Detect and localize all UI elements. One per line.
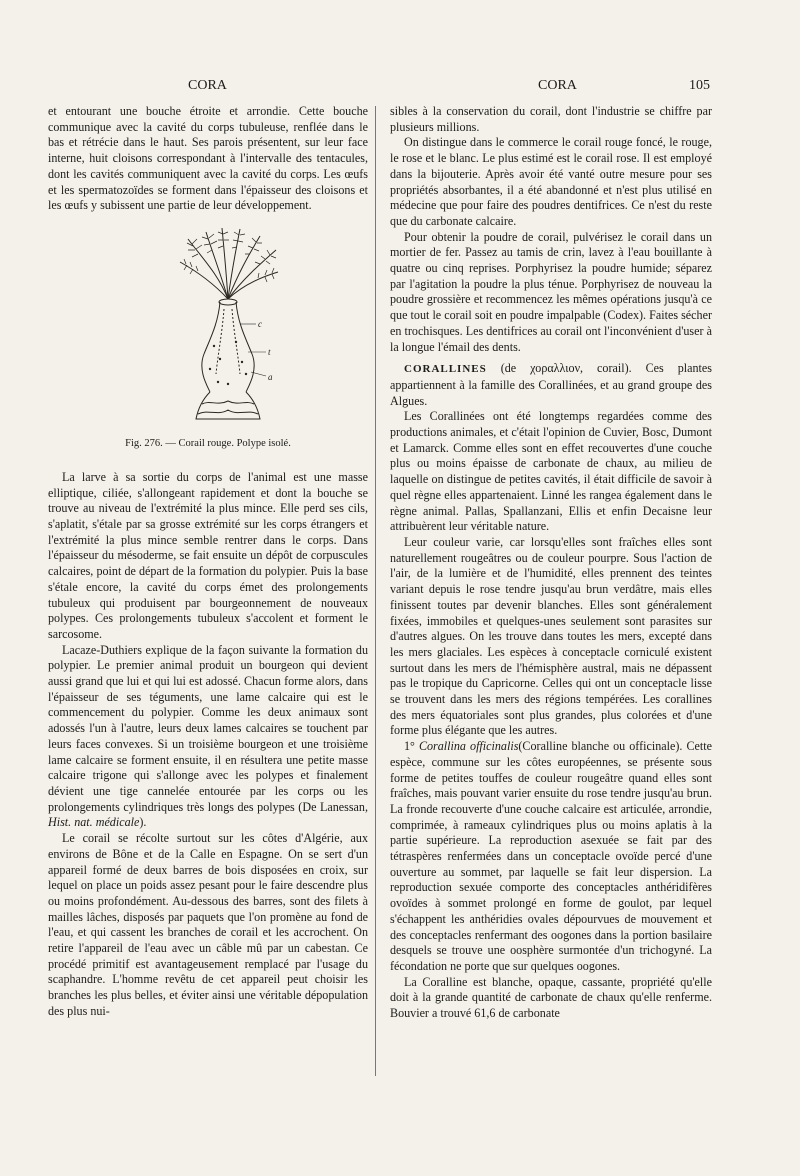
paragraph: La Coralline est blanche, opaque, cassante, propriété qu'elle doit à la grande quantité de carbonate de chaux qu'elle renferme. Bouvier a trouvé 61,6 de carbonate [390,974,712,1021]
paragraph [390,739,712,975]
paragraph: On distingue dans le commerce le corail rouge foncé, le rouge, le rose et le blanc. Le plus estimé est le corail rose. Il est employé dans la bijouterie. Après avoir été vanté outre mesure pour ses propriétés absorbantes, il a été abandonné et n'est plus utilisé en médecine que pour faire des poudres dentifrices. Ce n'est du reste que du carbonate calcaire. [390,135,712,228]
running-title-left: CORA [188,78,227,93]
entry-heading: CORALLINES [404,363,487,376]
figure-coral-polyp [48,216,368,468]
paragraph: et entourant une bouche étroite et arrondie. Cette bouche communique avec la cavité du corps tubuleuse, renflée dans le bas et rétrécie dans le haut. Ses parois présentent, sur leur face interne, huit cloisons correspondant à l'intervalle des tentacules, dont les cavités communiquent avec la cavité du corps. Les œufs et les spermatozoïdes se forment dans l'épaisseur des cloisons et les œufs y subissent une partie de leur développement. [48,104,368,213]
column-divider [375,106,376,1076]
running-title-right: CORA [538,78,577,93]
species-name: Corallina officinalis [418,739,519,754]
paragraph [390,361,712,409]
list-number: 1° [404,739,415,754]
paragraph: Le corail se récolte surtout sur les côtes d'Algérie, aux environs de Bône et de la Calle en Espagne. On se sert d'un appareil formé de deux barres de bois disposées en croix, sur lequel on place un poids assez pesant pour le faire descendre plus ou moins profondément. Au-dessous des barres, sont des filets à mailles lâches, disposés par paquets que l'on promène au fond de l'eau, et qui cassent les branches de corail et les accrochent. On retire l'appareil de l'eau avec un câble mû par un cabestan. Ce procédé primitif est avantageusement remplacé par l'usage du scaphandre. L'homme revêtu de cet appareil peut choisir les branches les plus belles, et éviter ainsi une véritable dépopulation des plus nui- [48,831,368,1018]
paragraph: Leur couleur varie, car lorsqu'elles sont fraîches elles sont naturellement rougeâtres ou de couleur pourpre. Sous l'action de l'air, de la lumière et de l'humidité, elles prennent des teintes variant depuis le rose tendre jusqu'au brun verdâtre, mais elles finissent toutes par devenir blanches. Elles sont généralement fixées, immobiles et quelques-unes seulement sont parasites sur d'autres algues. On les trouve dans toutes les mers, excepté dans les mers glaciales. Les espèces à conceptacle corniculé existent surtout dans les mers de l'hémisphère austral, mais ne dépassent pas le tropique du Capricorne. Celles qui ont un conceptacle lisse se trouvent dans les mers des régions tempérées. Les corallines des mers équatoriales sont plus grandes, plus colorées et d'une forme plus élégante que les autres. [390,534,712,738]
figure-label-t: t [268,346,271,357]
paragraph-text: (Coralline blanche ou officinale). Cette espèce, commune sur les côtes européennes, se présente sous forme de petites touffes de couleur rougeâtre quand elles sont fraîches, mais pouvant varier ensuite du rose tendre jusqu'au brun. La fronde recouverte d'une couche calcaire est articulée, arrondie, comprimée, à rameaux cylindriques plus ou moins aplatis à la partie supérieure. La reproduction asexuée se fait par des tétraspères renfermées dans un conceptacle ovoïde percé d'une ouverture au sommet, par laquelle se fait leur dispersion. La reproduction sexuée comporte des conceptacles anthéridifères ovoïdes à sommet prolongé en forme de goulot, par lequel s'échappent les anthéridies ovales dépourvues de mouvement et des conceptacles renfermant des oogones dans la portion basilaire desquels se trouve une oosphère surmontée d'un trichogyné. La fécondation ne porte que sur quelques oogones. [390,739,712,973]
figure-caption: Fig. 276. — Corail rouge. Polype isolé. [125,437,291,449]
right-column [390,104,712,1022]
figure-label-c: c [258,318,262,329]
paragraph: Les Corallinées ont été longtemps regardées comme des productions animales, et c'était l'opinion de Cuvier, Bosc, Dumont et Lamarck. Comme elles sont en effet recouvertes d'une couche plus ou moins épaisse de carbonate de chaux, au milieu de laquelle on distingue de petites cavités, il était difficile de savoir à quel règne elles appartenaient. Linné les rangea également dans le règne animal. Pallas, Spallanzani, Ellis et enfin Decaisne leur attribuèrent leur véritable nature. [390,409,712,534]
paragraph-text-end: ). [139,815,147,830]
page-number: 105 [689,78,710,93]
left-column [48,104,368,1020]
paragraph [48,643,368,831]
paragraph-text: Lacaze-Duthiers explique de la façon suivante la formation du polypier. Le premier animal produit un bourgeon qui devient aussi grand que lui et qui lui est adossé. Chacun forme alors, dans l'épaisseur de ses téguments, une lame calcaire qui est le commencement du polypier. Comme les deux animaux sont adossés l'un à l'autre, leurs deux lames calcaires se touchent par leurs faces convexes. Si un troisième bourgeon et une troisième lame calcaire se forment ensuite, il en résultera une petite masse calcaire trigone qui s'allonge avec les polypes et finalement dévient une tige cannelée entourée par les corps ou les prolongements cylindriques très longs des polypes (De Lanessan, [48,642,368,814]
page-header [48,78,710,98]
figure-label-a: a [268,371,273,382]
paragraph: Pour obtenir la poudre de corail, pulvérisez le corail dans un mortier de fer. Passez au tamis de crin, lavez à l'eau bouillante à quatre ou cinq reprises. Porphyrisez la poudre humide; séparez par l'agitation la poudre la plus ténue. Porphyrisez de nouveau la poudre grossière et recommencez les mêmes opérations jusqu'à ce que tout le corail soit en poudre impalpable (Codex). Faites sécher en trochisques. Les dentifrices au corail ont l'inconvénient d'user à la longue l'émail des dents. [390,229,712,354]
paragraph-text: (de χοραλλιον, corail). Ces plantes appartiennent à la famille des Corallinées, et au grand groupe des Algues. [390,361,712,408]
citation: Hist. nat. médicale [48,815,140,830]
paragraph: sibles à la conservation du corail, dont l'industrie se chiffre par plusieurs millions. [390,104,712,134]
paragraph: La larve à sa sortie du corps de l'animal est une masse elliptique, ciliée, s'allongeant rapidement et dont la bouche se trouve au niveau de l'extrémité la plus mince. Elle perd ses cils, s'aplatit, s'étale par sa grosse extrémité sur les corps étrangers et l'extrémité la plus mince semble rentrer dans le corps. Dans l'épaisseur du mésoderme, se fait ensuite un dépôt de corpuscules calcaires, point de départ de la formation du polypier. Puis la base s'étale encore, la cavité du corps émet des prolongements tubuleux qui produisent par bourgeonnement de nouveaux polypes. Ces prolongements tubuleux s'accolent et forment le sarcosome. [48,469,368,641]
coral-polyp-illustration [148,224,308,434]
